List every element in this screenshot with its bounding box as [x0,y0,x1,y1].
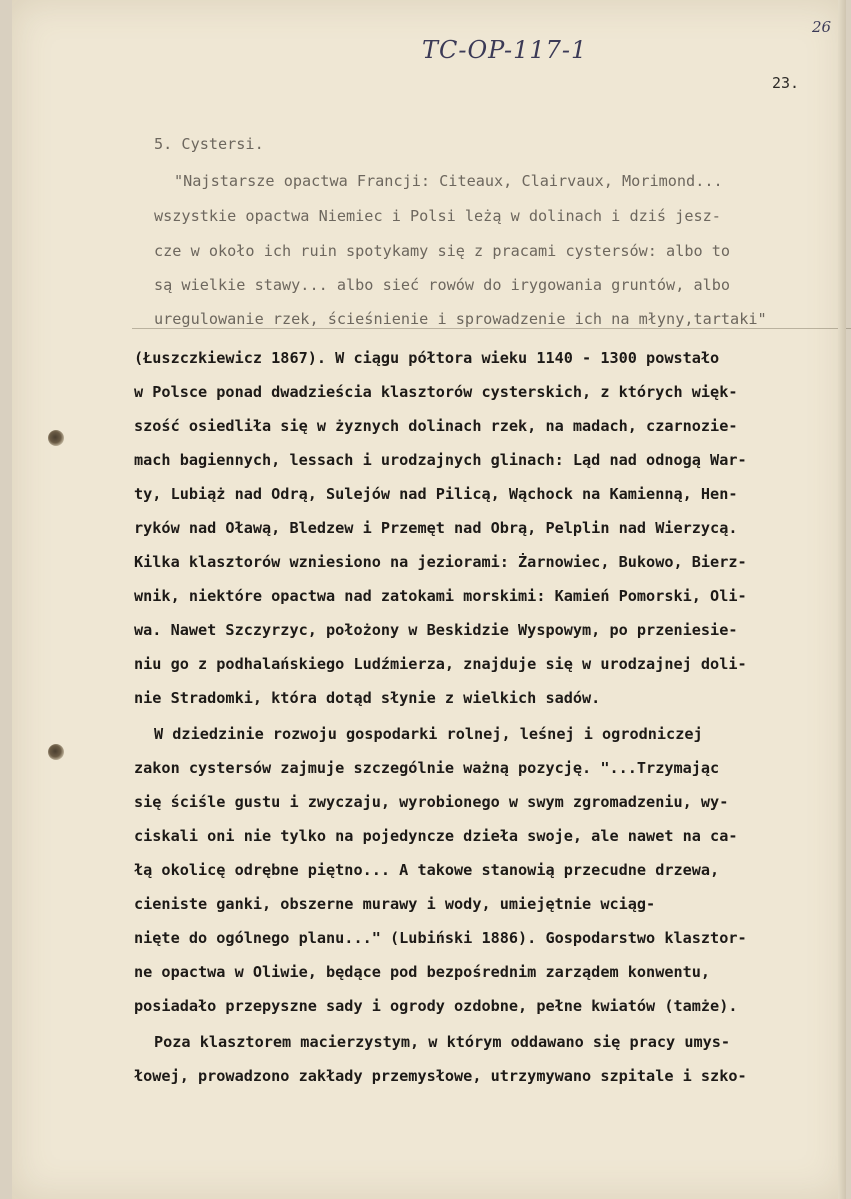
pasted-strip-edge [132,328,851,329]
text-line: zakon cystersów zajmuje szczególnie ważną pozycję. "...Trzymając [134,759,720,777]
text-line: nięte do ogólnego planu..." (Lubiński 1886). Gospodarstwo klasztor- [134,929,747,947]
document-page [12,0,846,1199]
text-line: niu go z podhalańskiego Ludźmierza, znajduje się w urodzajnej doli- [134,655,747,673]
text-line: w Polsce ponad dwadzieścia klasztorów cysterskich, z których więk- [134,383,738,401]
text-line: się ściśle gustu i zwyczaju, wyrobionego w swym zgromadzeniu, wy- [134,793,729,811]
text-line: (Łuszczkiewicz 1867). W ciągu półtora wieku 1140 - 1300 powstało [134,349,720,367]
page-number: 23. [772,74,800,92]
text-line: ciskali oni nie tylko na pojedyncze dzieła swoje, ale nawet na ca- [134,827,738,845]
text-line: Kilka klasztorów wzniesiono na jeziorami: Żarnowiec, Bukowo, Bierz- [134,553,747,571]
text-line: łowej, prowadzono zakłady przemysłowe, utrzymywano szpitale i szko- [134,1067,747,1085]
text-line: szość osiedliła się w żyznych dolinach rzek, na madach, czarnozie- [134,417,738,435]
punch-hole-icon [48,430,64,446]
text-line: posiadało przepyszne sady i ogrody ozdobne, pełne kwiatów (tamże). [134,997,738,1015]
text-line: Poza klasztorem macierzystym, w którym oddawano się pracy umys- [154,1033,731,1051]
text-line: "Najstarsze opactwa Francji: Citeaux, Clairvaux, Morimond... [174,172,723,190]
text-line: cieniste ganki, obszerne murawy i wody, umiejętnie wciąg- [134,895,656,913]
text-line: ryków nad Oławą, Bledzew i Przemęt nad Obrą, Pelplin nad Wierzycą. [134,519,738,537]
archive-reference: TC-OP-117-1 [422,36,588,64]
text-line: cze w około ich ruin spotykamy się z pracami cystersów: albo to [154,242,731,260]
text-line: ty, Lubiąż nad Odrą, Sulejów nad Pilicą, Wąchock na Kamienną, Hen- [134,485,738,503]
text-line: ne opactwa w Oliwie, będące pod bezpośrednim zarządem konwentu, [134,963,711,981]
text-line: uregulowanie rzek, ścieśnienie i sprowadzenie ich na młyny,tartaki" [154,310,767,328]
text-line: są wielkie stawy... albo sieć rowów do irygowania gruntów, albo [154,276,731,294]
text-line: wszystkie opactwa Niemiec i Polsi leżą w dolinach i dziś jesz- [154,207,721,225]
text-line: wnik, niektóre opactwa nad zatokami morskimi: Kamień Pomorski, Oli- [134,587,747,605]
text-line: wa. Nawet Szczyrzyc, położony w Beskidzie Wyspowym, po przeniesie- [134,621,738,639]
text-line: W dziedzinie rozwoju gospodarki rolnej, leśnej i ogrodniczej [154,725,703,743]
text-line: nie Stradomki, która dotąd słynie z wielkich sadów. [134,689,601,707]
text-line: mach bagiennych, lessach i urodzajnych glinach: Ląd nad odnogą War- [134,451,747,469]
text-line: łą okolicę odrębne piętno... A takowe stanowią przecudne drzewa, [134,861,720,879]
punch-hole-icon [48,744,64,760]
section-heading: 5. Cystersi. [154,135,264,153]
folio-number: 26 [812,18,832,36]
